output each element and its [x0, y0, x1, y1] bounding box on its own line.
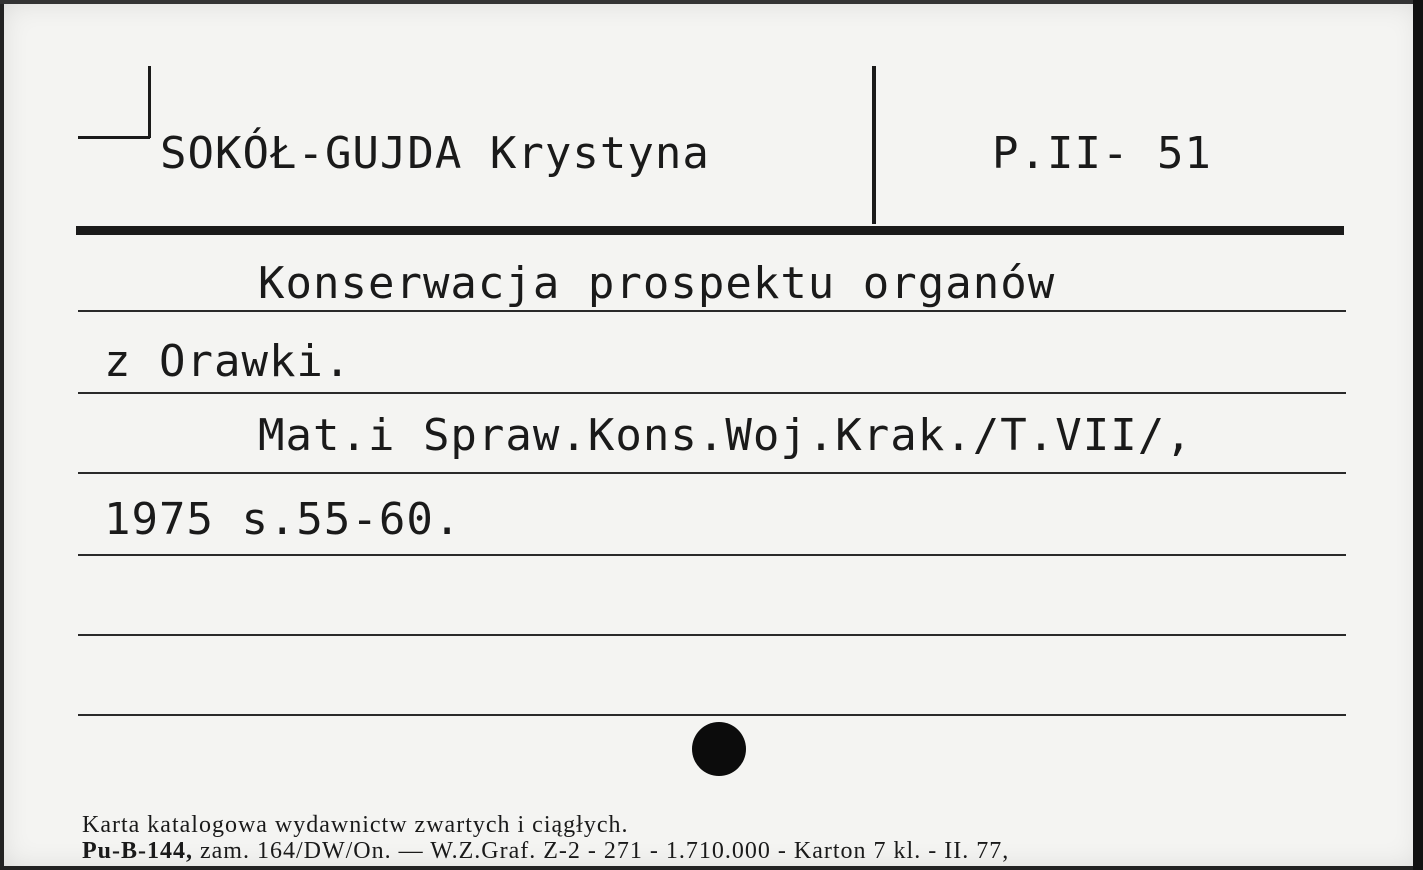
card-right-edge — [1413, 0, 1423, 870]
footer-form-code: Pu-B-144, — [82, 838, 193, 864]
punch-hole — [692, 722, 746, 776]
footer-print-info — [82, 838, 1009, 865]
title-line-2: z Orawki. — [104, 336, 352, 387]
ruled-line — [78, 472, 1346, 474]
corner-mark-horizontal — [78, 136, 150, 139]
title-line-1: Konserwacja prospektu organów — [258, 258, 1056, 309]
card-top-edge — [0, 0, 1423, 4]
ruled-line — [78, 554, 1346, 556]
ruled-line — [78, 310, 1346, 312]
header-divider — [872, 66, 876, 224]
footer-description: Karta katalogowa wydawnictw zwartych i ciągłych. — [82, 812, 629, 838]
author-heading: SOKÓŁ-GUJDA Krystyna — [160, 128, 710, 179]
shelf-signature: P.II- 51 — [992, 128, 1212, 179]
year-pages-line: 1975 s.55-60. — [104, 494, 462, 545]
corner-mark-vertical — [148, 66, 151, 138]
ruled-line — [78, 714, 1346, 716]
header-rule — [76, 226, 1344, 235]
source-line: Mat.i Spraw.Kons.Woj.Krak./T.VII/, — [258, 410, 1193, 461]
ruled-line — [78, 392, 1346, 394]
footer-print-details: zam. 164/DW/On. — W.Z.Graf. Z-2 - 271 - 1.710.000 - Karton 7 kl. - II. 77, — [193, 838, 1010, 864]
ruled-line — [78, 634, 1346, 636]
